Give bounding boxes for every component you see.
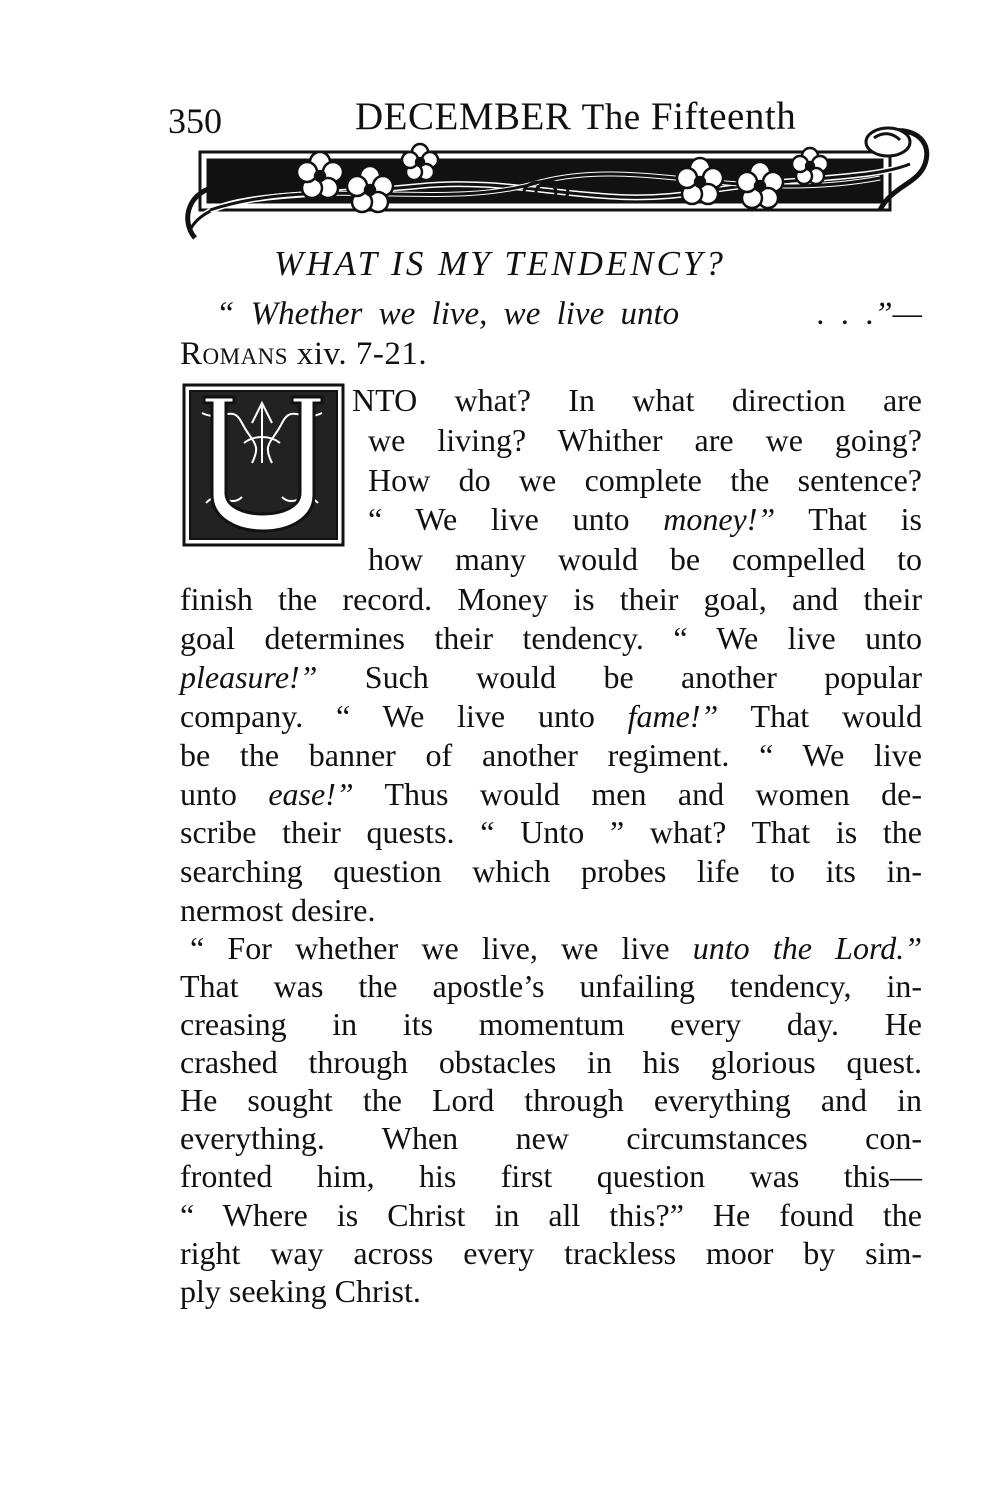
reference-book: Romans — [180, 336, 289, 372]
text-line: “ For whether we live, we live unto the Lord.” — [190, 930, 923, 966]
running-head-the: The — [581, 97, 641, 138]
text-line: right way across every trackless moor by sim- — [180, 1235, 922, 1271]
text-line: That was the apostle’s unfailing tendency, in- — [180, 968, 922, 1004]
epigraph-quote — [180, 294, 922, 334]
text-line: NTO what? In what direction are — [352, 382, 922, 418]
text-line: fronted him, his first question was this— — [180, 1158, 922, 1194]
text-line: how many would be compelled to — [368, 541, 922, 577]
text-line: everything. When new circumstances con- — [180, 1120, 922, 1156]
epigraph-quote-ellipsis: . . .”— — [817, 296, 922, 332]
epigraph — [180, 294, 922, 374]
running-head-month: DECEMBER — [355, 95, 572, 138]
floral-banner-ornament — [180, 120, 940, 250]
running-head-day: Fifteenth — [650, 95, 797, 138]
text-line: nermost desire. — [180, 892, 376, 928]
text-line: scribe their quests. “ Unto ” what? That is the — [180, 814, 922, 850]
drop-cap-u — [182, 383, 345, 547]
text-line: ply seeking Christ. — [180, 1273, 421, 1309]
text-line: searching question which probes life to its in- — [180, 853, 922, 889]
article-title: WHAT IS MY TENDENCY? — [274, 244, 726, 283]
epigraph-quote-text: “ Whether we live, we live unto — [216, 296, 680, 332]
text-line: How do we complete the sentence? — [368, 462, 922, 498]
text-line: creasing in its momentum every day. He — [180, 1006, 922, 1042]
text-line: company. “ We live unto fame!” That would — [180, 698, 923, 734]
text-line: “ Where is Christ in all this?” He found the — [180, 1197, 922, 1233]
page-number: 350 — [168, 101, 222, 141]
text-line: pleasure!” Such would be another popular — [180, 659, 922, 695]
text-line: finish the record. Money is their goal, and their — [180, 581, 922, 617]
epigraph-reference — [180, 334, 922, 374]
text-line: we living? Whither are we going? — [368, 422, 922, 458]
text-line: “ We live unto money!” That is — [368, 501, 923, 537]
text-line: goal determines their tendency. “ We live unto — [180, 620, 922, 656]
reference-chapter-verse: xiv. 7-21. — [296, 336, 428, 372]
text-line: unto ease!” Thus would men and women de- — [180, 776, 923, 812]
text-line: crashed through obstacles in his glorious quest. — [180, 1044, 922, 1080]
text-line: be the banner of another regiment. “ We live — [180, 737, 922, 773]
text-line: He sought the Lord through everything and in — [180, 1082, 922, 1118]
